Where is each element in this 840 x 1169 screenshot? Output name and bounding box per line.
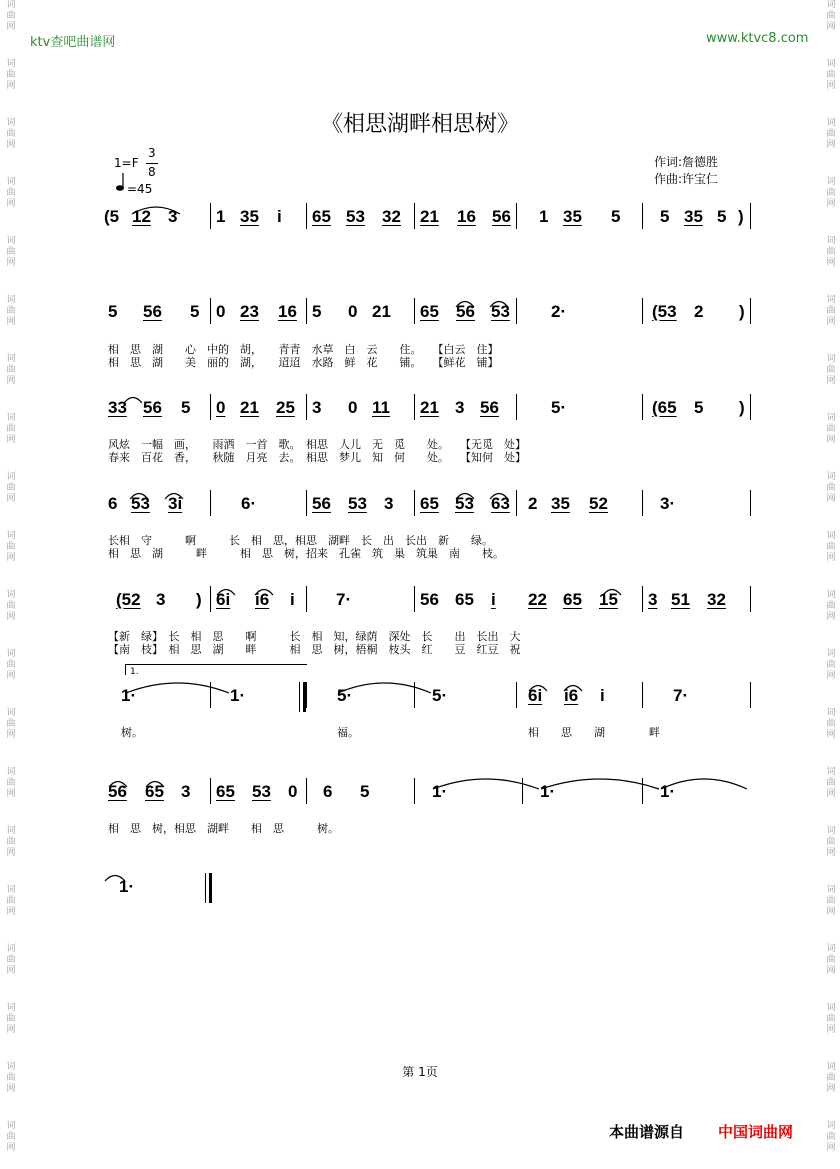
composer: 作曲:许宝仁: [654, 172, 719, 186]
note: 7·: [336, 590, 352, 609]
note: 3: [384, 494, 394, 513]
slur-mark: [660, 776, 748, 790]
watermark-text: 词 曲 网: [6, 59, 16, 91]
lyric-line: 相 思 湖 美 丽的 湖， 迢迢 水路 鲜 花 铺。 【鲜花 铺】: [108, 356, 499, 369]
time-signature-bottom: 8: [148, 165, 156, 179]
slur-mark: [216, 588, 236, 596]
watermark-text: 词 曲 网: [826, 944, 836, 976]
watermark-text: 词 曲 网: [826, 1121, 836, 1153]
watermark-text: 词 曲 网: [6, 1062, 16, 1094]
note: 5: [717, 207, 727, 226]
note: 21: [372, 302, 391, 321]
note: (5: [104, 207, 120, 226]
note: ): [739, 398, 745, 417]
slur-mark: [104, 874, 126, 882]
note: 11: [372, 398, 390, 417]
barline: [306, 778, 307, 804]
slur-mark: [145, 780, 165, 788]
slur-mark: [489, 300, 509, 308]
watermark-text: 词 曲 网: [826, 590, 836, 622]
barline: [642, 490, 643, 516]
note: 65: [145, 782, 164, 801]
barline: [210, 298, 211, 324]
note: 32: [382, 207, 401, 226]
barline: [414, 586, 415, 612]
watermark-text: 词 曲 网: [826, 236, 836, 268]
source-site[interactable]: 中国词曲网: [718, 1123, 794, 1141]
note: 56: [492, 207, 511, 226]
watermark-text: 词 曲 网: [826, 413, 836, 445]
watermark-text: 词 曲 网: [826, 295, 836, 327]
barline: [210, 394, 211, 420]
note: 16: [457, 207, 476, 226]
barline: [642, 586, 643, 612]
note: 0: [288, 782, 298, 801]
note: 21: [420, 398, 439, 417]
note: 3: [455, 398, 465, 417]
barline: [516, 203, 517, 229]
note: 52: [589, 494, 608, 513]
barline: [414, 203, 415, 229]
repeat-barline-thin: [299, 682, 300, 712]
note: 15: [599, 590, 618, 609]
note: 65: [455, 590, 474, 609]
slur-mark: [123, 396, 143, 404]
note: 25: [276, 398, 295, 417]
note: 56: [143, 398, 162, 417]
barline: [750, 490, 751, 516]
note: 5·: [432, 686, 448, 705]
slur-mark: [129, 492, 149, 500]
note: 5: [108, 302, 118, 321]
slur-mark: [563, 684, 583, 692]
note: 51: [671, 590, 690, 609]
lyric-line: 【新 绿】 长 相 思 啊 长 相 知，绿荫 深处 长 出 长出 大: [108, 630, 521, 643]
slur-mark: [540, 776, 660, 790]
repeat-barline: [303, 682, 306, 712]
lyric-line: 春来 百花 香， 秋随 月亮 去。 相思 梦儿 知 何 处。 【知何 处】: [108, 451, 526, 464]
note: 5·: [337, 686, 353, 705]
lyric-line: 相 思 湖 心 中的 胡， 青青 水草 白 云 住。 【白云 住】: [108, 343, 499, 356]
barline: [306, 203, 307, 229]
note: 5: [181, 398, 191, 417]
note: 6i: [216, 590, 231, 609]
watermark-text: 词 曲 网: [826, 885, 836, 917]
slur-mark: [489, 492, 509, 500]
note: 53: [252, 782, 271, 801]
note: 7·: [673, 686, 689, 705]
note: 21: [420, 207, 439, 226]
note: 2·: [551, 302, 567, 321]
note: 65: [420, 302, 439, 321]
note: 53: [346, 207, 365, 226]
watermark-text: 词 曲 网: [6, 0, 16, 32]
lyric-line: 相 思 湖 畔 相 思 树，招来 孔雀 筑 巢 筑巢 南 枝。: [108, 547, 504, 560]
barline: [516, 490, 517, 516]
note: 5: [312, 302, 322, 321]
site-name[interactable]: ktv查吧曲谱网: [30, 35, 116, 50]
note: 32: [707, 590, 726, 609]
watermark-text: 词 曲 网: [826, 531, 836, 563]
right-watermark: [824, 0, 838, 1169]
barline: [642, 203, 643, 229]
note: 56: [420, 590, 439, 609]
note: 35: [551, 494, 570, 513]
note: 6·: [241, 494, 257, 513]
note: 23: [240, 302, 259, 321]
note: 22: [528, 590, 547, 609]
lyric-line: 【南 枝】 相 思 湖 畔 相 思 树，梧桐 枝头 红 豆 红豆 祝: [108, 643, 521, 656]
barline: [414, 778, 415, 804]
watermark-text: 词 曲 网: [826, 1003, 836, 1035]
tempo: =45: [127, 182, 153, 196]
note: 3i: [168, 494, 183, 513]
volta-bracket: [125, 664, 307, 675]
note: 3: [181, 782, 191, 801]
note: 5: [694, 398, 704, 417]
note: 0: [216, 302, 226, 321]
note: 65: [420, 494, 439, 513]
watermark-text: 词 曲 网: [6, 1121, 16, 1153]
note: 53: [491, 302, 510, 321]
note: 33: [108, 398, 127, 417]
note: 53: [455, 494, 474, 513]
note: 21: [240, 398, 259, 417]
barline: [210, 778, 211, 804]
slur-mark: [131, 205, 181, 215]
barline: [750, 682, 751, 708]
note: (53: [652, 302, 677, 321]
key-signature: 1=F: [114, 156, 139, 170]
note: 35: [240, 207, 259, 226]
lyric-line: 相 思 树，相思 湖畔 相 思 树。: [108, 822, 339, 835]
note: 3·: [660, 494, 676, 513]
note: ): [196, 590, 202, 609]
note: 12: [132, 207, 151, 226]
note: 35: [684, 207, 703, 226]
note: 1: [216, 207, 226, 226]
note: 35: [563, 207, 582, 226]
note: 0: [348, 398, 358, 417]
barline: [414, 298, 415, 324]
note: 1·: [119, 877, 135, 896]
barline: [210, 586, 211, 612]
note: 1·: [660, 782, 676, 801]
watermark-text: 词 曲 网: [826, 59, 836, 91]
note: 2: [694, 302, 704, 321]
note: i: [491, 590, 496, 609]
note: 6: [108, 494, 118, 513]
barline: [210, 203, 211, 229]
watermark-text: 词 曲 网: [826, 767, 836, 799]
note: 65: [563, 590, 582, 609]
lyric-line: 福。: [337, 726, 359, 739]
note: 53: [348, 494, 367, 513]
lyricist: 作词:詹德胜: [654, 155, 719, 169]
slur-mark: [337, 680, 432, 694]
barline: [306, 490, 307, 516]
note: i: [277, 207, 282, 226]
slur-mark: [108, 780, 128, 788]
watermark-text: 词 曲 网: [826, 826, 836, 858]
barline: [516, 682, 517, 708]
note: ): [739, 302, 745, 321]
final-barline: [209, 873, 212, 903]
site-url[interactable]: www.ktvc8.com: [706, 31, 809, 46]
watermark-text: 词 曲 网: [826, 649, 836, 681]
barline: [750, 203, 751, 229]
slur-mark: [164, 492, 184, 500]
barline: [516, 298, 517, 324]
watermark-text: 词 曲 网: [6, 177, 16, 209]
note: 16: [278, 302, 297, 321]
quarter-note-icon: [114, 172, 126, 196]
left-watermark: [4, 0, 18, 1169]
barline: [414, 490, 415, 516]
watermark-text: 词 曲 网: [6, 590, 16, 622]
barline: [642, 298, 643, 324]
note: 1·: [432, 782, 448, 801]
barline: [750, 298, 751, 324]
watermark-text: 词 曲 网: [6, 767, 16, 799]
barline: [516, 394, 517, 420]
watermark-text: 词 曲 网: [6, 295, 16, 327]
barline: [306, 586, 307, 612]
watermark-text: 词 曲 网: [826, 177, 836, 209]
note: 53: [131, 494, 150, 513]
barline: [306, 298, 307, 324]
source-label: 本曲谱源自: [609, 1123, 685, 1141]
note: 65: [216, 782, 235, 801]
barline: [750, 394, 751, 420]
note: 5: [360, 782, 370, 801]
lyric-line: 相 思 湖 畔: [528, 726, 660, 739]
note: 3: [648, 590, 658, 609]
slur-mark: [254, 588, 274, 596]
slur-mark: [528, 684, 548, 692]
watermark-text: 词 曲 网: [826, 1062, 836, 1094]
watermark-text: 词 曲 网: [826, 0, 836, 32]
song-title: 《相思湖畔相思树》: [320, 112, 519, 137]
barline: [210, 490, 211, 516]
lyric-line: 长相 守 啊 长 相 思，相思 湖畔 长 出 长出 新 绿。: [108, 534, 493, 547]
watermark-text: 词 曲 网: [6, 885, 16, 917]
note: 56: [456, 302, 475, 321]
note: 56: [480, 398, 499, 417]
time-signature-top: 3: [148, 146, 156, 160]
barline: [306, 682, 307, 708]
slur-mark: [455, 492, 475, 500]
watermark-text: 词 曲 网: [6, 649, 16, 681]
note: 63: [491, 494, 510, 513]
note: 3: [312, 398, 322, 417]
note: ): [738, 207, 744, 226]
watermark-text: 词 曲 网: [6, 354, 16, 386]
note: 1·: [230, 686, 246, 705]
note: 1·: [121, 686, 137, 705]
watermark-text: 词 曲 网: [826, 354, 836, 386]
watermark-text: 词 曲 网: [826, 708, 836, 740]
barline: [642, 394, 643, 420]
barline: [414, 394, 415, 420]
watermark-text: 词 曲 网: [826, 472, 836, 504]
note: 5: [611, 207, 621, 226]
barline: [642, 682, 643, 708]
watermark-text: 词 曲 网: [6, 118, 16, 150]
note: 56: [143, 302, 162, 321]
slur-mark: [125, 680, 230, 694]
watermark-text: 词 曲 网: [6, 472, 16, 504]
watermark-text: 词 曲 网: [6, 413, 16, 445]
page-number: 第 1页: [402, 1065, 438, 1079]
slur-mark: [432, 776, 540, 790]
note: (65: [652, 398, 677, 417]
note: 0: [348, 302, 358, 321]
watermark-text: 词 曲 网: [6, 1003, 16, 1035]
note: 56: [108, 782, 127, 801]
note: 1: [539, 207, 549, 226]
note: 2: [528, 494, 538, 513]
note: i6: [255, 590, 270, 609]
note: 56: [312, 494, 331, 513]
barline: [306, 394, 307, 420]
note: 5·: [551, 398, 567, 417]
watermark-text: 词 曲 网: [6, 826, 16, 858]
slur-mark: [602, 588, 622, 596]
note: 3: [168, 207, 178, 226]
volta-label: 1.: [130, 667, 139, 677]
watermark-text: 词 曲 网: [826, 118, 836, 150]
note: 5: [660, 207, 670, 226]
time-signature-line: [146, 163, 158, 164]
note: 6i: [528, 686, 543, 705]
watermark-text: 词 曲 网: [6, 531, 16, 563]
watermark-text: 词 曲 网: [6, 236, 16, 268]
final-barline-thin: [205, 873, 206, 903]
lyric-line: 风炫 一幅 画， 雨洒 一首 歌。 相思 人儿 无 觅 处。 【无觅 处】: [108, 438, 526, 451]
note: 5: [190, 302, 200, 321]
note: 1·: [540, 782, 556, 801]
slur-mark: [455, 300, 475, 308]
watermark-text: 词 曲 网: [6, 944, 16, 976]
note: i: [600, 686, 605, 705]
note: 3: [156, 590, 166, 609]
barline: [750, 586, 751, 612]
note: i6: [564, 686, 579, 705]
watermark-text: 词 曲 网: [6, 708, 16, 740]
note: 0: [216, 398, 226, 417]
note: i: [290, 590, 295, 609]
note: (52: [116, 590, 141, 609]
note: 65: [312, 207, 331, 226]
lyric-line: 树。: [121, 726, 143, 739]
note: 6: [323, 782, 333, 801]
